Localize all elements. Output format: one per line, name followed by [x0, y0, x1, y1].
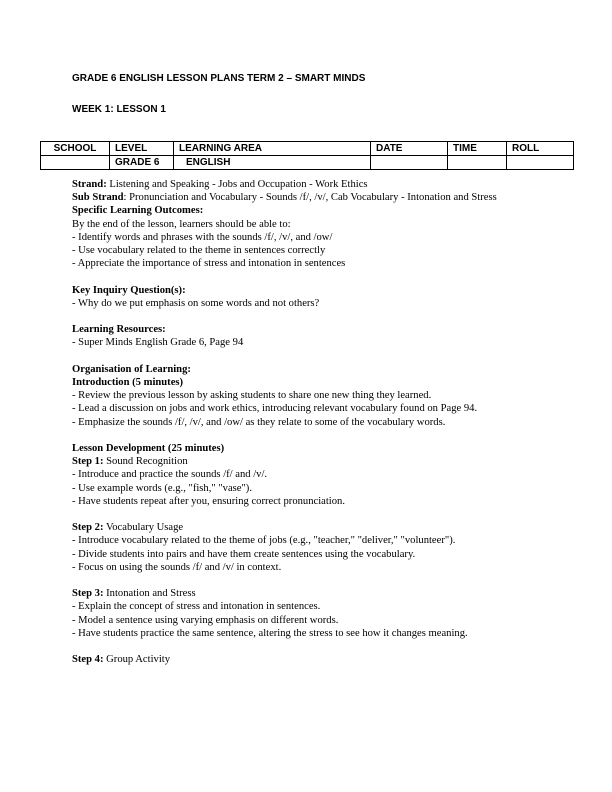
lesson-info-table: [40, 141, 574, 170]
table-header-cell: SCHOOL: [41, 142, 110, 156]
table-cell: [41, 156, 110, 170]
outcomes-intro: By the end of the lesson, learners should be able to:: [72, 218, 291, 230]
table-cell: [371, 156, 448, 170]
step-label: Step 2:: [72, 522, 104, 534]
step-heading: [72, 587, 542, 600]
table-header-cell: LEARNING AREA: [174, 142, 371, 156]
table-header-cell: TIME: [448, 142, 507, 156]
list-item: - Why do we put emphasis on some words and not others?: [72, 297, 320, 309]
resources-heading: Learning Resources:: [72, 324, 166, 336]
lesson-heading: WEEK 1: LESSON 1: [72, 104, 166, 115]
sub-strand-line: [72, 191, 542, 204]
table-header-cell: DATE: [371, 142, 448, 156]
step-title: Sound Recognition: [103, 456, 188, 468]
sub-strand-value: : Pronunciation and Vocabulary - Sounds /f/, /v/, Cab Vocabulary - Intonation and Stress: [123, 192, 497, 204]
table-cell: GRADE 6: [110, 156, 174, 170]
list-item: - Focus on using the sounds /f/ and /v/ in context.: [72, 561, 282, 573]
step-label: Step 3:: [72, 588, 104, 600]
list-item: - Divide students into pairs and have them create sentences using the vocabulary.: [72, 548, 416, 560]
table-cell: ENGLISH: [174, 156, 371, 170]
step-title: Vocabulary Usage: [103, 522, 184, 534]
development-heading: Lesson Development (25 minutes): [72, 443, 225, 454]
list-item: - Use example words (e.g., "fish," "vase").: [72, 482, 252, 494]
table-header-row: [41, 142, 574, 156]
list-item: - Explain the concept of stress and intonation in sentences.: [72, 601, 321, 613]
list-item: - Super Minds English Grade 6, Page 94: [72, 337, 244, 349]
list-item: - Appreciate the importance of stress and intonation in sentences: [72, 258, 346, 270]
strand-line: [72, 178, 542, 191]
table-header-cell: LEVEL: [110, 142, 174, 156]
list-item: - Have students practice the same sentence, altering the stress to see how it changes meaning.: [72, 627, 468, 639]
step-heading: [72, 653, 542, 666]
list-item: - Emphasize the sounds /f/, /v/, and /ow/ as they relate to some of the vocabulary words.: [72, 416, 446, 428]
list-item: - Introduce and practice the sounds /f/ and /v/.: [72, 469, 268, 481]
inquiry-heading: Key Inquiry Question(s):: [72, 284, 186, 296]
introduction-heading: Introduction (5 minutes): [72, 377, 184, 388]
table-cell: [448, 156, 507, 170]
step-label: Step 4:: [72, 654, 104, 666]
step-heading: [72, 455, 542, 468]
document-title: GRADE 6 ENGLISH LESSON PLANS TERM 2 – SMART MINDS: [72, 73, 366, 84]
step-label: Step 1:: [72, 456, 104, 468]
outcomes-heading: Specific Learning Outcomes:: [72, 205, 204, 217]
strand-label: Strand:: [72, 179, 107, 190]
step-title: Intonation and Stress: [103, 588, 196, 600]
list-item: - Identify words and phrases with the sounds /f/, /v/, and /ow/: [72, 231, 333, 243]
list-item: - Review the previous lesson by asking students to share one new thing they learned.: [72, 390, 432, 402]
list-item: - Introduce vocabulary related to the theme of jobs (e.g., "teacher," "deliver," "volunteer").: [72, 535, 456, 547]
table-header-cell: ROLL: [507, 142, 574, 156]
step-heading: [72, 521, 542, 534]
strand-value: Listening and Speaking - Jobs and Occupation - Work Ethics: [106, 179, 368, 190]
list-item: - Model a sentence using varying emphasis on different words.: [72, 614, 339, 626]
table-row: [41, 156, 574, 170]
lesson-body: [72, 178, 542, 666]
list-item: - Lead a discussion on jobs and work ethics, introducing relevant vocabulary found on Page 94.: [72, 403, 478, 415]
sub-strand-label: Sub Strand: [72, 192, 124, 204]
step-title: Group Activity: [103, 654, 171, 666]
table-cell: [507, 156, 574, 170]
list-item: - Use vocabulary related to the theme in sentences correctly: [72, 245, 326, 257]
organisation-heading: Organisation of Learning:: [72, 363, 191, 375]
list-item: - Have students repeat after you, ensuring correct pronunciation.: [72, 495, 345, 507]
